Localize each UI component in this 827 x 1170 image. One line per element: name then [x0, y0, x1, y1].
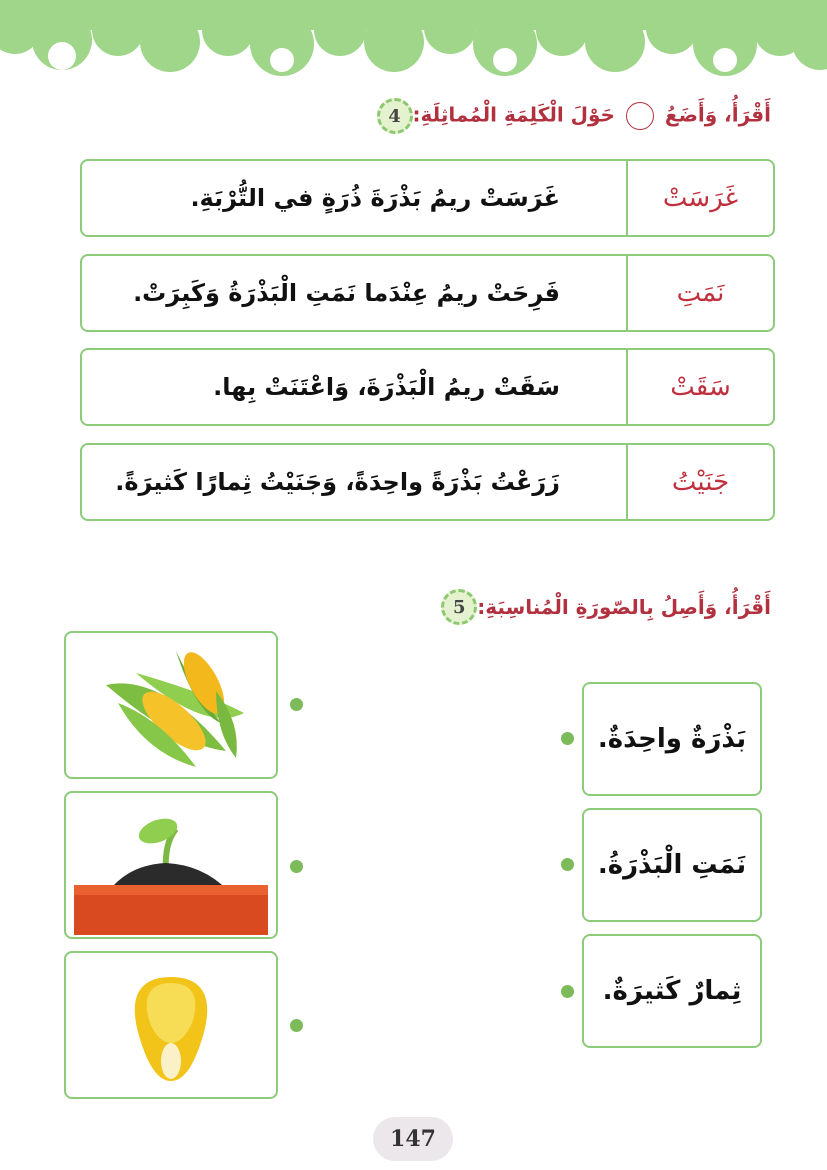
- exercise4-title: [367, 98, 771, 134]
- row-sentence[interactable]: فَرِحَتْ ريمُ عِنْدَما نَمَتِ الْبَذْرَةُ وَكَبِرَتْ.: [133, 279, 560, 307]
- row-sentence[interactable]: غَرَسَتْ ريمُ بَذْرَةَ ذُرَةٍ في التُّرْبَةِ.: [190, 184, 560, 212]
- page-number: 147: [373, 1117, 453, 1161]
- exercise4-row: [80, 254, 775, 332]
- corn-cobs-icon: [66, 633, 276, 777]
- corn-seed-image-box[interactable]: [64, 951, 278, 1099]
- circle-icon: [626, 102, 654, 130]
- row-sentence[interactable]: زَرَعْتُ بَذْرَةً واحِدَةً، وَجَنَيْتُ ثِمارًا كَثيرَةً.: [115, 468, 560, 496]
- match-dot[interactable]: [290, 698, 303, 711]
- exercise4-instruction: [413, 102, 771, 130]
- exercise5-instruction: أَقْرَأُ، وَأَصِلُ بِالصّورَةِ الْمُناسِبَةِ:: [477, 595, 771, 619]
- corn-cobs-image-box[interactable]: [64, 631, 278, 779]
- exercise4-row: [80, 443, 775, 521]
- match-dot[interactable]: [561, 985, 574, 998]
- match-dot[interactable]: [561, 732, 574, 745]
- sprout-pot-image-box[interactable]: [64, 791, 278, 939]
- exercise5-title: [431, 589, 771, 625]
- exercise4-instruction-part2: حَوْلَ الْكَلِمَةِ الْمُماثِلَةِ:: [412, 102, 615, 127]
- row-word: نَمَتِ: [626, 256, 773, 330]
- exercise4-number-badge: 4: [377, 98, 413, 134]
- phrase-box[interactable]: ثِمارٌ كَثيرَةٌ.: [582, 934, 762, 1048]
- exercise4-row: [80, 159, 775, 237]
- exercise4-instruction-part1: أَقْرَأُ، وَأَضَعُ: [664, 102, 771, 127]
- exercise5-number-badge: 5: [441, 589, 477, 625]
- match-dot[interactable]: [561, 858, 574, 871]
- exercise4-row: [80, 348, 775, 426]
- row-sentence[interactable]: سَقَتْ ريمُ الْبَذْرَةَ، وَاعْتَنَتْ بِها.: [213, 373, 560, 401]
- row-word: جَنَيْتُ: [626, 445, 773, 519]
- header-clouds-decoration: [0, 0, 827, 80]
- corn-seed-icon: [66, 953, 276, 1097]
- match-dot[interactable]: [290, 860, 303, 873]
- row-word: سَقَتْ: [626, 350, 773, 424]
- row-word: غَرَسَتْ: [626, 161, 773, 235]
- phrase-box[interactable]: نَمَتِ الْبَذْرَةُ.: [582, 808, 762, 922]
- sprout-in-pot-icon: [66, 793, 276, 937]
- phrase-box[interactable]: بَذْرَةٌ واحِدَةٌ.: [582, 682, 762, 796]
- match-dot[interactable]: [290, 1019, 303, 1032]
